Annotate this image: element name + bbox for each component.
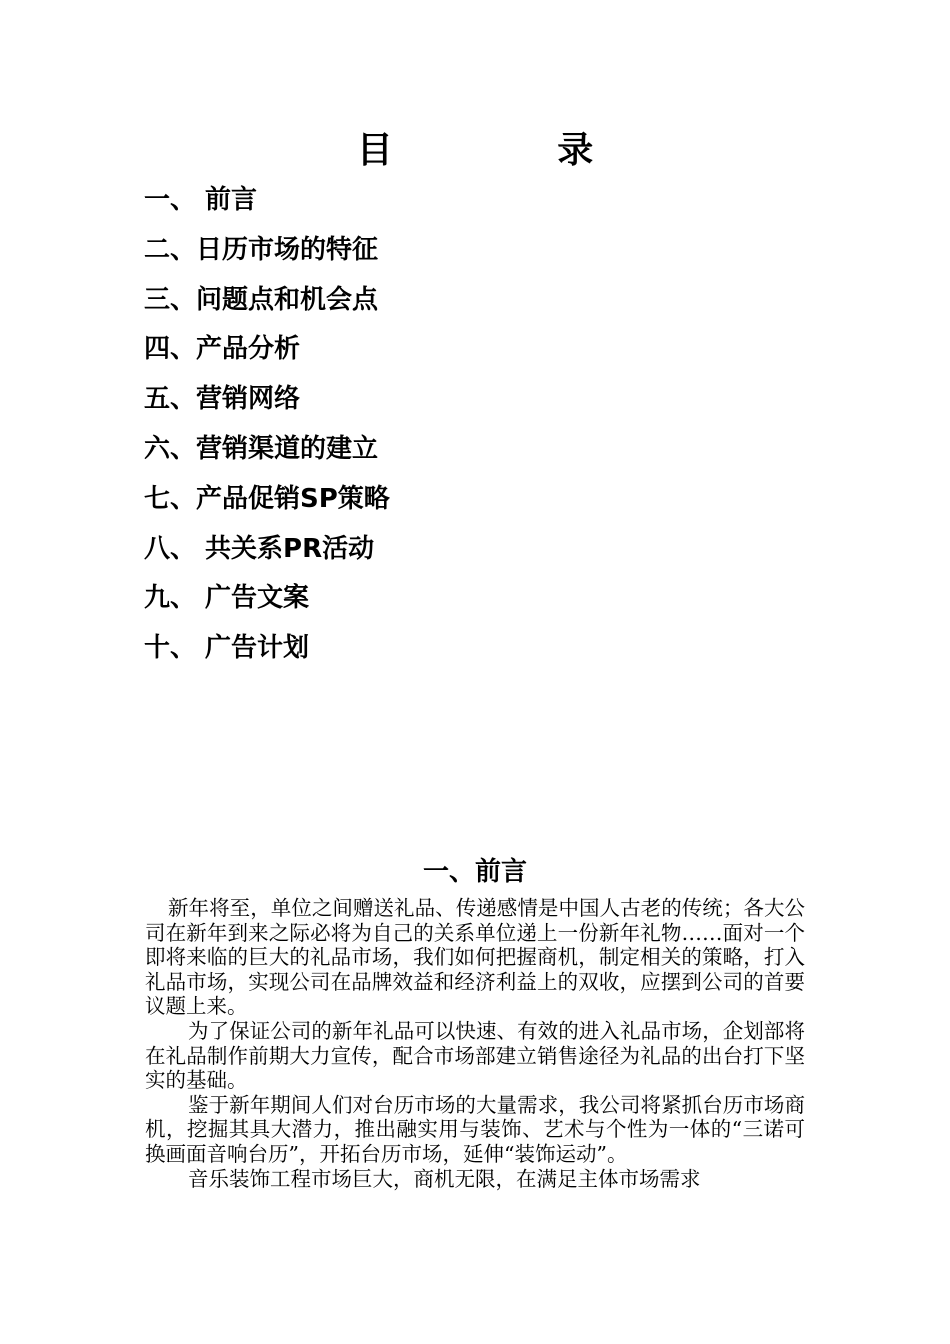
toc-item: 六、营销渠道的建立 bbox=[144, 433, 379, 464]
toc-item: 十、 广告计划 bbox=[144, 633, 310, 664]
toc-item: 三、问题点和机会点 bbox=[144, 284, 379, 315]
toc-item: 四、产品分析 bbox=[144, 334, 301, 365]
section-title: 一、前言 bbox=[422, 857, 527, 887]
toc-list bbox=[144, 178, 390, 676]
toc-item: 二、日历市场的特征 bbox=[144, 234, 379, 265]
toc-item: 九、 广告文案 bbox=[144, 583, 310, 614]
toc-item: 五、营销网络 bbox=[144, 384, 301, 415]
paragraph: 新年将至，单位之间赠送礼品、传递感情是中国人古老的传统；各大公司在新年到来之际必将为自己的关系单位递上一份新年礼物……面对一个即将来临的巨大的礼品市场，我们如何把握商机，制定相关的策略，打入礼品市场，实现公司在品牌效益和经济利益上的双收，应摆到公司的首要议题上来。 bbox=[145, 896, 805, 1019]
paragraph: 鉴于新年期间人们对台历市场的大量需求，我公司将紧抓台历市场商机，挖掘其具大潜力，推出融实用与装饰、艺术与个性为一体的“三诺可换画面音响台历”，开拓台历市场，延伸“装饰运动”。 bbox=[145, 1092, 805, 1166]
toc-title: 目 录 bbox=[356, 129, 670, 171]
paragraph: 音乐装饰工程市场巨大，商机无限，在满足主体市场需求 bbox=[188, 1166, 701, 1191]
section-body bbox=[145, 896, 805, 1191]
toc-item: 一、 前言 bbox=[144, 185, 258, 215]
toc-item: 七、产品促销SP策略 bbox=[144, 483, 390, 514]
toc-item: 八、 共关系PR活动 bbox=[144, 533, 375, 564]
paragraph: 为了保证公司的新年礼品可以快速、有效的进入礼品市场，企划部将在礼品制作前期大力宣传，配合市场部建立销售途径为礼品的出台打下坚实的基础。 bbox=[145, 1018, 805, 1093]
